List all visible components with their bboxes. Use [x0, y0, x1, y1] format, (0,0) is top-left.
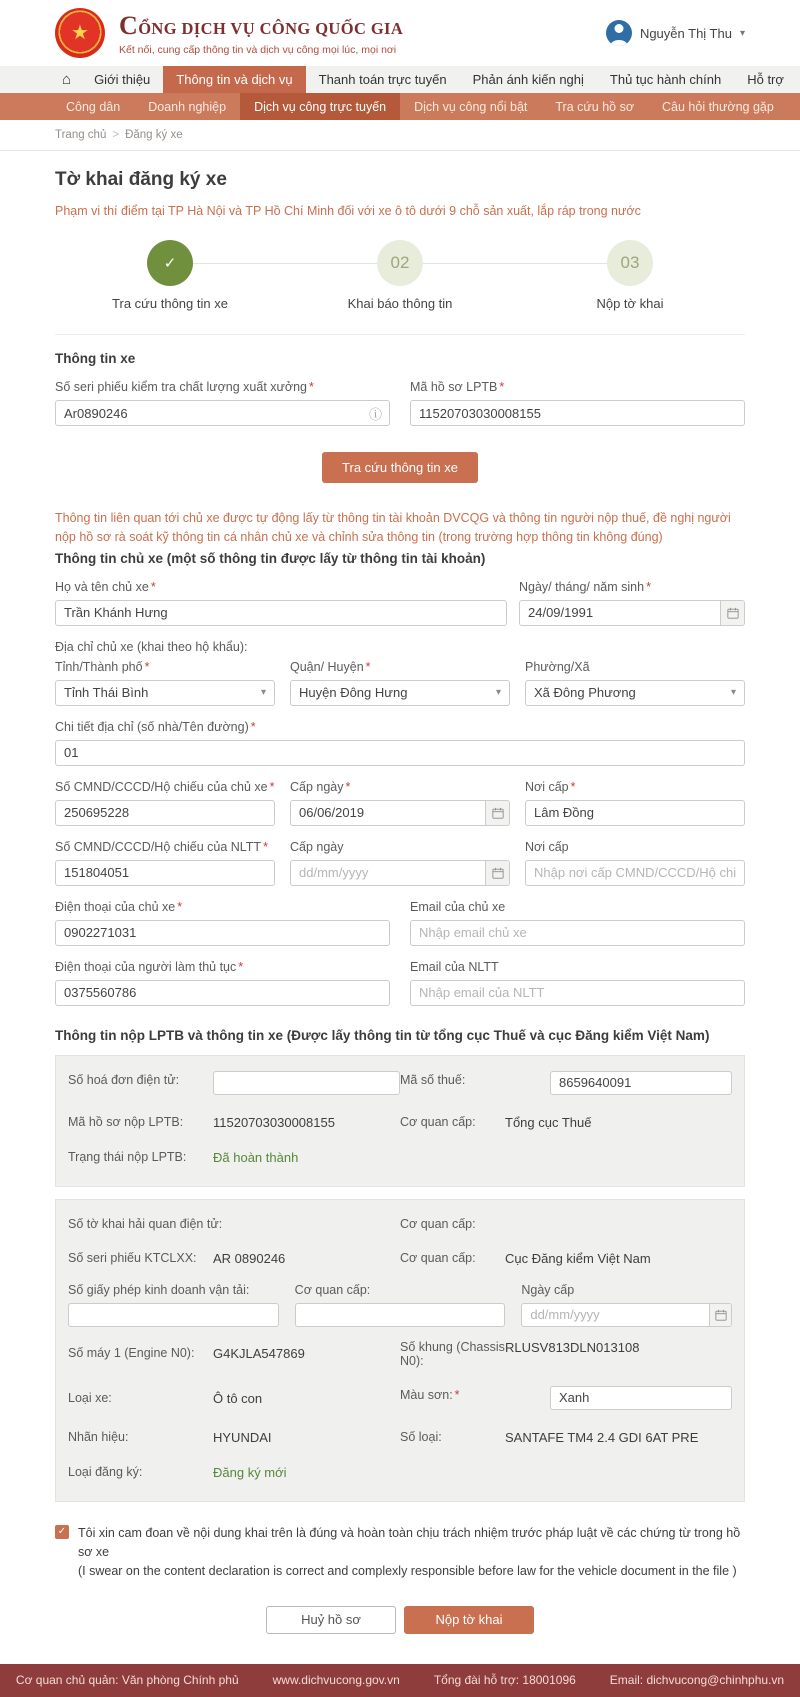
step-khai-bao-thong-tin: 02 Khai báo thông tin	[285, 240, 515, 311]
lptb-code-input[interactable]	[410, 400, 745, 426]
section-title-thong-tin-xe: Thông tin xe	[55, 351, 136, 367]
national-emblem-logo	[55, 8, 105, 58]
ward-select[interactable]: Xã Đông Phương ▾	[525, 680, 745, 706]
brand-value: HYUNDAI	[213, 1429, 272, 1445]
transport-issuer-label: Cơ quan cấp:	[294, 1282, 371, 1297]
user-name: Nguyễn Thị Thu	[639, 25, 732, 41]
breadcrumb-home[interactable]: Trang chủ	[55, 129, 107, 141]
brand-label: Nhãn hiệu:	[68, 1429, 129, 1444]
subnav-dich-vu-cong-truc-tuyen[interactable]: Dịch vụ công trực tuyến	[240, 93, 400, 120]
vehicle-type-value: Ô tô con	[213, 1391, 263, 1407]
address-detail-label: Chi tiết địa chỉ (số nhà/Tên đường) *	[55, 719, 256, 734]
section-title-lptb: Thông tin nộp LPTB và thông tin xe (Được lấy thông tin từ tổng cục Thuế và cục Đăng kiểm Việt Nam)	[55, 1027, 710, 1043]
breadcrumb-separator: >	[112, 129, 120, 141]
vehicle-detail-box	[55, 1199, 745, 1502]
section-title-thong-tin-chu-xe: Thông tin chủ xe (một số thông tin được lấy từ thông tin tài khoản)	[55, 550, 486, 566]
dob-input[interactable]	[519, 600, 745, 626]
province-select[interactable]: Tỉnh Thái Bình ▾	[55, 680, 275, 706]
subnav-doanh-nghiep[interactable]: Doanh nghiệp	[148, 99, 227, 114]
scope-note: Phạm vi thí điểm tại TP Hà Nội và TP Hồ Chí Minh đối với xe ô tô dưới 9 chỗ sản xuất, lắp ráp trong nước	[55, 204, 641, 218]
agent-phone-label: Điện thoại của người làm thủ tục *	[55, 959, 244, 974]
check-icon: ✓	[147, 240, 193, 286]
info-icon: ⓘ	[368, 406, 382, 422]
declaration-text: Tôi xin cam đoan về nội dung khai trên là đúng và hoàn toàn chịu trách nhiệm trước pháp luật về các chứng từ trong hồ sơ xe (I swear on the content declaration is correct and complexly responsible before law for the vehicle document in the file )	[78, 1525, 741, 1579]
tax-code-label: Mã số thuế:	[400, 1072, 466, 1087]
subnav-tra-cuu-ho-so[interactable]: Tra cứu hồ sơ	[555, 99, 635, 114]
owner-phone-label: Điện thoại của chủ xe *	[55, 899, 183, 914]
address-heading: Địa chỉ chủ xe (khai theo hộ khẩu):	[55, 639, 248, 654]
ward-label: Phường/Xã	[525, 659, 590, 674]
owner-id-date-label: Cấp ngày *	[290, 779, 351, 794]
footer-email[interactable]: Email: dichvucong@chinhphu.vn	[609, 1673, 785, 1688]
submit-button[interactable]: Nộp tờ khai	[404, 1606, 534, 1634]
declaration-checkbox[interactable]: ✓	[55, 1525, 69, 1539]
owner-email-label: Email của chủ xe	[410, 899, 506, 914]
step-nop-to-khai: 03 Nộp tờ khai	[515, 240, 745, 311]
user-menu[interactable]	[606, 20, 745, 46]
customs-issuer-label: Cơ quan cấp:	[400, 1216, 476, 1231]
nav-thong-tin-va-dich-vu[interactable]: Thông tin và dịch vụ	[163, 66, 305, 93]
transport-license-label: Số giấy phép kinh doanh vận tải:	[68, 1282, 250, 1297]
page-title: Tờ khai đăng ký xe	[55, 169, 227, 190]
registration-type-value: Đăng ký mới	[213, 1464, 287, 1480]
footer-hotline: Tổng đài hỗ trợ: 18001096	[433, 1673, 576, 1688]
agent-phone-input[interactable]	[55, 980, 390, 1006]
lptb-status-label: Trạng thái nộp LPTB:	[68, 1149, 187, 1164]
calendar-icon[interactable]	[709, 1304, 731, 1326]
calendar-icon[interactable]	[720, 601, 744, 625]
model-value: SANTAFE TM4 2.4 GDI 6AT PRE	[505, 1429, 699, 1445]
province-label: Tỉnh/Thành phố *	[55, 659, 150, 674]
owner-id-place-input[interactable]	[525, 800, 745, 826]
nltt-id-date-input[interactable]	[290, 860, 510, 886]
step-number: 03	[607, 240, 653, 286]
portal-title: CỔNG DỊCH VỤ CÔNG QUỐC GIA	[119, 10, 404, 40]
tax-code-input[interactable]	[550, 1071, 732, 1095]
subnav-cong-dan[interactable]: Công dân	[66, 99, 121, 114]
nav-ho-tro[interactable]: Hỗ trợ	[747, 72, 784, 87]
invoice-no-label: Số hoá đơn điện tử:	[68, 1072, 180, 1087]
lookup-vehicle-button[interactable]: Tra cứu thông tin xe	[322, 452, 478, 483]
chassis-no-label: Số khung (Chassis N0):	[400, 1339, 505, 1368]
vehicle-type-label: Loại xe:	[68, 1391, 112, 1406]
owner-info-note: Thông tin liên quan tới chủ xe được tự động lấy từ thông tin tài khoản DVCQG và thông tin người nộp thuế, đề nghị người nộp hồ sơ rà soát kỹ thông tin cá nhân chủ xe và chỉnh sửa thông tin (trong trường hợp thông tin không đúng)	[55, 511, 731, 544]
page-footer	[0, 1664, 800, 1697]
sub-nav	[0, 93, 800, 120]
address-detail-input[interactable]	[55, 740, 745, 766]
lptb-file-code-label: Mã hồ sơ nộp LPTB:	[68, 1114, 184, 1129]
owner-name-input[interactable]	[55, 600, 507, 626]
lptb-file-code-value: 11520703030008155	[213, 1114, 335, 1130]
cancel-button[interactable]: Huỷ hồ sơ	[266, 1606, 396, 1634]
ktclxx-serial-value: AR 0890246	[213, 1250, 286, 1266]
nav-phan-anh-kien-nghi[interactable]: Phản ánh kiến nghị	[472, 72, 584, 87]
registration-type-label: Loại đăng ký:	[68, 1464, 143, 1479]
owner-email-input[interactable]	[410, 920, 745, 946]
step-tra-cuu-thong-tin-xe: ✓ Tra cứu thông tin xe	[55, 240, 285, 311]
lptb-issuer-label: Cơ quan cấp:	[400, 1114, 476, 1129]
ktclxx-issuer-value: Cục Đăng kiểm Việt Nam	[505, 1250, 651, 1266]
serial-label: Số seri phiếu kiểm tra chất lượng xuất xưởng *	[55, 380, 314, 395]
ktclxx-issuer-label: Cơ quan cấp:	[400, 1250, 476, 1265]
owner-id-input[interactable]	[55, 800, 275, 826]
page-header	[0, 0, 800, 66]
engine-no-label: Số máy 1 (Engine N0):	[68, 1346, 195, 1361]
owner-id-place-label: Nơi cấp *	[525, 779, 576, 794]
district-label: Quận/ Huyện *	[290, 659, 371, 674]
owner-id-date-input[interactable]	[290, 800, 510, 826]
nltt-id-input[interactable]	[55, 860, 275, 886]
star-icon: ★	[71, 22, 89, 44]
district-select[interactable]: Huyện Đông Hưng ▾	[290, 680, 510, 706]
nltt-email-label: Email của NLTT	[410, 959, 499, 974]
form-actions	[55, 1606, 745, 1634]
step-number: 02	[377, 240, 423, 286]
breadcrumb-current: Đăng ký xe	[125, 129, 183, 141]
declaration-row	[55, 1524, 745, 1582]
transport-date-input[interactable]	[521, 1303, 732, 1327]
engine-no-value: G4KJLA547869	[213, 1346, 305, 1362]
nltt-id-place-label: Nơi cấp	[525, 839, 569, 854]
chassis-no-value: RLUSV813DLN013108	[505, 1339, 640, 1355]
section-divider	[55, 334, 745, 335]
nltt-id-date-label: Cấp ngày	[290, 839, 344, 854]
customs-no-label: Số tờ khai hải quan điện tử:	[68, 1216, 223, 1231]
portal-title-block	[119, 11, 403, 56]
nav-thu-tuc-hanh-chinh[interactable]: Thủ tục hành chính	[609, 72, 722, 87]
nltt-id-place-input[interactable]	[525, 860, 745, 886]
owner-phone-input[interactable]	[55, 920, 390, 946]
subnav-dich-vu-cong-noi-bat[interactable]: Dịch vụ công nổi bật	[414, 99, 528, 114]
nav-gioi-thieu[interactable]: Giới thiệu	[94, 72, 151, 87]
footer-agency: Cơ quan chủ quản: Văn phòng Chính phủ	[15, 1673, 239, 1688]
footer-website[interactable]: www.dichvucong.gov.vn	[272, 1673, 400, 1688]
calendar-icon[interactable]	[485, 861, 509, 885]
home-icon[interactable]: ⌂	[62, 71, 72, 88]
nltt-email-input[interactable]	[410, 980, 745, 1006]
ktclxx-serial-label: Số seri phiếu KTCLXX:	[68, 1250, 197, 1265]
calendar-icon[interactable]	[485, 801, 509, 825]
progress-stepper	[55, 240, 745, 318]
transport-issuer-input[interactable]	[295, 1303, 506, 1327]
main-content	[0, 169, 800, 1634]
owner-id-label: Số CMND/CCCD/Hộ chiếu của chủ xe *	[55, 779, 275, 794]
transport-date-label: Ngày cấp	[521, 1282, 575, 1297]
subnav-cau-hoi-thuong-gap[interactable]: Câu hỏi thường gặp	[662, 99, 774, 114]
paint-color-label: Màu sơn: *	[400, 1387, 460, 1402]
serial-input[interactable]	[55, 400, 390, 426]
model-label: Số loại:	[400, 1429, 442, 1444]
nltt-id-label: Số CMND/CCCD/Hộ chiếu của NLTT *	[55, 839, 268, 854]
nav-thanh-toan-truc-tuyen[interactable]: Thanh toán trực tuyến	[318, 72, 447, 87]
portal-tagline: Kết nối, cung cấp thông tin và dịch vụ công mọi lúc, mọi nơi	[119, 43, 397, 56]
transport-license-input[interactable]	[68, 1303, 279, 1327]
breadcrumb	[0, 120, 800, 151]
lptb-info-box	[55, 1055, 745, 1187]
lptb-status-value: Đã hoàn thành	[213, 1149, 299, 1165]
lptb-issuer-value: Tổng cục Thuế	[505, 1114, 592, 1130]
main-nav	[0, 66, 800, 93]
invoice-no-input[interactable]	[213, 1071, 400, 1095]
paint-color-input[interactable]	[550, 1386, 732, 1410]
owner-name-label: Họ và tên chủ xe *	[55, 579, 156, 594]
chevron-down-icon: ▾	[739, 27, 745, 39]
dob-label: Ngày/ tháng/ năm sinh *	[519, 579, 651, 594]
user-avatar-icon	[606, 20, 632, 46]
lptb-code-label: Mã hồ sơ LPTB *	[410, 380, 505, 395]
